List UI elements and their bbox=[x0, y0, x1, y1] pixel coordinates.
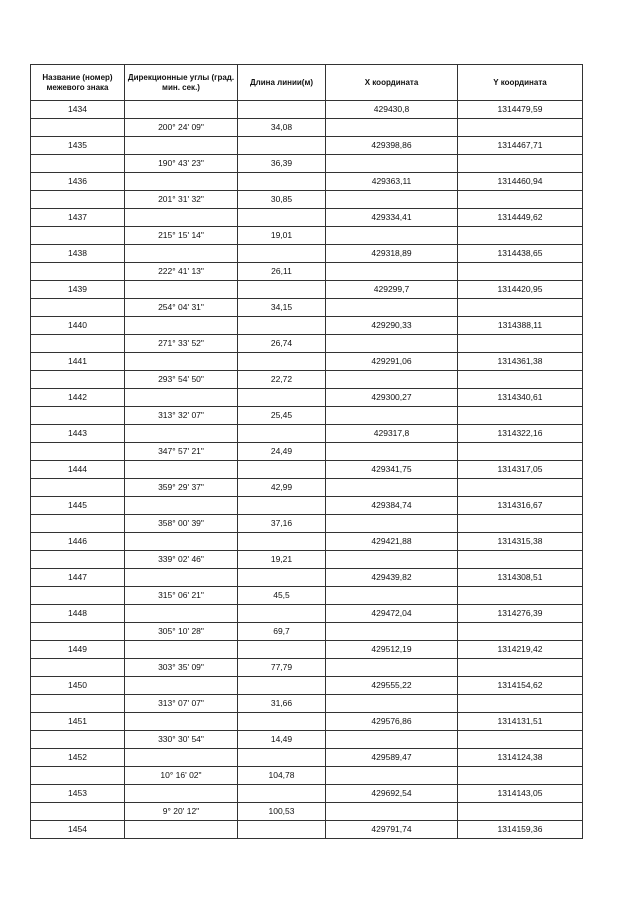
line-length-cell bbox=[238, 569, 326, 587]
mark-name-cell bbox=[31, 119, 125, 137]
mark-name-cell: 1443 bbox=[31, 425, 125, 443]
table-row bbox=[31, 623, 583, 641]
direction-angle-cell bbox=[125, 389, 238, 407]
x-coordinate-cell bbox=[326, 335, 458, 353]
direction-angle-cell: 347° 57' 21" bbox=[125, 443, 238, 461]
x-coordinate-cell: 429300,27 bbox=[326, 389, 458, 407]
mark-name-cell: 1448 bbox=[31, 605, 125, 623]
mark-name-cell: 1454 bbox=[31, 821, 125, 839]
mark-name-cell bbox=[31, 695, 125, 713]
x-coordinate-cell bbox=[326, 623, 458, 641]
table-row bbox=[31, 713, 583, 731]
y-coordinate-cell bbox=[458, 443, 583, 461]
table-row bbox=[31, 389, 583, 407]
y-coordinate-cell: 1314317,05 bbox=[458, 461, 583, 479]
mark-name-cell bbox=[31, 227, 125, 245]
line-length-cell: 22,72 bbox=[238, 371, 326, 389]
table-row bbox=[31, 407, 583, 425]
direction-angle-cell: 359° 29' 37" bbox=[125, 479, 238, 497]
mark-name-cell: 1438 bbox=[31, 245, 125, 263]
x-coordinate-cell: 429299,7 bbox=[326, 281, 458, 299]
header-mark-name: Название (номер) межевого знака bbox=[31, 65, 125, 101]
mark-name-cell bbox=[31, 803, 125, 821]
direction-angle-cell: 313° 32' 07" bbox=[125, 407, 238, 425]
y-coordinate-cell bbox=[458, 371, 583, 389]
mark-name-cell bbox=[31, 659, 125, 677]
direction-angle-cell: 358° 00' 39" bbox=[125, 515, 238, 533]
y-coordinate-cell bbox=[458, 731, 583, 749]
table-row bbox=[31, 173, 583, 191]
mark-name-cell bbox=[31, 263, 125, 281]
x-coordinate-cell: 429791,74 bbox=[326, 821, 458, 839]
table-row bbox=[31, 767, 583, 785]
mark-name-cell bbox=[31, 335, 125, 353]
direction-angle-cell bbox=[125, 461, 238, 479]
table-row bbox=[31, 497, 583, 515]
x-coordinate-cell: 429430,8 bbox=[326, 101, 458, 119]
x-coordinate-cell bbox=[326, 659, 458, 677]
table-row bbox=[31, 695, 583, 713]
mark-name-cell: 1450 bbox=[31, 677, 125, 695]
y-coordinate-cell: 1314315,38 bbox=[458, 533, 583, 551]
direction-angle-cell bbox=[125, 605, 238, 623]
direction-angle-cell: 271° 33' 52" bbox=[125, 335, 238, 353]
x-coordinate-cell: 429290,33 bbox=[326, 317, 458, 335]
mark-name-cell: 1447 bbox=[31, 569, 125, 587]
table-row bbox=[31, 641, 583, 659]
y-coordinate-cell: 1314479,59 bbox=[458, 101, 583, 119]
header-x-coordinate: X координата bbox=[326, 65, 458, 101]
direction-angle-cell bbox=[125, 677, 238, 695]
line-length-cell bbox=[238, 173, 326, 191]
table-row bbox=[31, 155, 583, 173]
line-length-cell: 42,99 bbox=[238, 479, 326, 497]
direction-angle-cell: 305° 10' 28" bbox=[125, 623, 238, 641]
x-coordinate-cell: 429589,47 bbox=[326, 749, 458, 767]
line-length-cell bbox=[238, 425, 326, 443]
line-length-cell bbox=[238, 461, 326, 479]
table-row bbox=[31, 263, 583, 281]
mark-name-cell: 1449 bbox=[31, 641, 125, 659]
direction-angle-cell: 190° 43' 23" bbox=[125, 155, 238, 173]
direction-angle-cell: 10° 16' 02" bbox=[125, 767, 238, 785]
line-length-cell: 45,5 bbox=[238, 587, 326, 605]
table-row bbox=[31, 551, 583, 569]
x-coordinate-cell: 429341,75 bbox=[326, 461, 458, 479]
x-coordinate-cell bbox=[326, 155, 458, 173]
direction-angle-cell: 201° 31' 32" bbox=[125, 191, 238, 209]
direction-angle-cell bbox=[125, 173, 238, 191]
direction-angle-cell: 200° 24' 09" bbox=[125, 119, 238, 137]
y-coordinate-cell bbox=[458, 155, 583, 173]
y-coordinate-cell: 1314159,36 bbox=[458, 821, 583, 839]
y-coordinate-cell bbox=[458, 623, 583, 641]
y-coordinate-cell: 1314276,39 bbox=[458, 605, 583, 623]
x-coordinate-cell bbox=[326, 227, 458, 245]
direction-angle-cell: 9° 20' 12" bbox=[125, 803, 238, 821]
mark-name-cell bbox=[31, 371, 125, 389]
line-length-cell bbox=[238, 209, 326, 227]
y-coordinate-cell: 1314438,65 bbox=[458, 245, 583, 263]
line-length-cell: 77,79 bbox=[238, 659, 326, 677]
x-coordinate-cell: 429384,74 bbox=[326, 497, 458, 515]
table-row bbox=[31, 479, 583, 497]
table-row bbox=[31, 821, 583, 839]
table-row bbox=[31, 587, 583, 605]
x-coordinate-cell bbox=[326, 263, 458, 281]
x-coordinate-cell: 429512,19 bbox=[326, 641, 458, 659]
table-row bbox=[31, 371, 583, 389]
mark-name-cell: 1435 bbox=[31, 137, 125, 155]
line-length-cell bbox=[238, 497, 326, 515]
direction-angle-cell: 313° 07' 07" bbox=[125, 695, 238, 713]
header-direction-angle: Дирекционные углы (град. мин. сек.) bbox=[125, 65, 238, 101]
mark-name-cell bbox=[31, 731, 125, 749]
table-row bbox=[31, 749, 583, 767]
mark-name-cell: 1445 bbox=[31, 497, 125, 515]
line-length-cell bbox=[238, 389, 326, 407]
mark-name-cell: 1453 bbox=[31, 785, 125, 803]
line-length-cell: 19,01 bbox=[238, 227, 326, 245]
table-row bbox=[31, 209, 583, 227]
line-length-cell: 31,66 bbox=[238, 695, 326, 713]
x-coordinate-cell bbox=[326, 191, 458, 209]
line-length-cell: 14,49 bbox=[238, 731, 326, 749]
line-length-cell bbox=[238, 713, 326, 731]
line-length-cell: 26,74 bbox=[238, 335, 326, 353]
mark-name-cell: 1439 bbox=[31, 281, 125, 299]
x-coordinate-cell bbox=[326, 407, 458, 425]
mark-name-cell: 1452 bbox=[31, 749, 125, 767]
mark-name-cell: 1446 bbox=[31, 533, 125, 551]
direction-angle-cell: 222° 41' 13" bbox=[125, 263, 238, 281]
y-coordinate-cell bbox=[458, 587, 583, 605]
direction-angle-cell: 330° 30' 54" bbox=[125, 731, 238, 749]
table-row bbox=[31, 425, 583, 443]
y-coordinate-cell: 1314449,62 bbox=[458, 209, 583, 227]
x-coordinate-cell bbox=[326, 551, 458, 569]
line-length-cell: 104,78 bbox=[238, 767, 326, 785]
table-row bbox=[31, 299, 583, 317]
x-coordinate-cell: 429555,22 bbox=[326, 677, 458, 695]
mark-name-cell: 1442 bbox=[31, 389, 125, 407]
table-row bbox=[31, 731, 583, 749]
y-coordinate-cell: 1314131,51 bbox=[458, 713, 583, 731]
table-row bbox=[31, 317, 583, 335]
line-length-cell bbox=[238, 605, 326, 623]
mark-name-cell bbox=[31, 191, 125, 209]
y-coordinate-cell bbox=[458, 263, 583, 281]
header-line-length: Длина линии(м) bbox=[238, 65, 326, 101]
x-coordinate-cell bbox=[326, 479, 458, 497]
x-coordinate-cell bbox=[326, 443, 458, 461]
line-length-cell: 36,39 bbox=[238, 155, 326, 173]
mark-name-cell bbox=[31, 155, 125, 173]
line-length-cell: 34,08 bbox=[238, 119, 326, 137]
mark-name-cell bbox=[31, 407, 125, 425]
line-length-cell bbox=[238, 533, 326, 551]
x-coordinate-cell bbox=[326, 695, 458, 713]
line-length-cell bbox=[238, 641, 326, 659]
mark-name-cell: 1440 bbox=[31, 317, 125, 335]
x-coordinate-cell bbox=[326, 587, 458, 605]
table-row bbox=[31, 335, 583, 353]
line-length-cell bbox=[238, 101, 326, 119]
y-coordinate-cell: 1314322,16 bbox=[458, 425, 583, 443]
mark-name-cell bbox=[31, 587, 125, 605]
x-coordinate-cell bbox=[326, 767, 458, 785]
y-coordinate-cell bbox=[458, 659, 583, 677]
x-coordinate-cell: 429439,82 bbox=[326, 569, 458, 587]
direction-angle-cell bbox=[125, 317, 238, 335]
direction-angle-cell bbox=[125, 425, 238, 443]
direction-angle-cell bbox=[125, 533, 238, 551]
direction-angle-cell: 293° 54' 50" bbox=[125, 371, 238, 389]
direction-angle-cell bbox=[125, 245, 238, 263]
mark-name-cell bbox=[31, 623, 125, 641]
y-coordinate-cell bbox=[458, 119, 583, 137]
table-row bbox=[31, 605, 583, 623]
x-coordinate-cell bbox=[326, 119, 458, 137]
line-length-cell: 34,15 bbox=[238, 299, 326, 317]
direction-angle-cell bbox=[125, 353, 238, 371]
line-length-cell: 24,49 bbox=[238, 443, 326, 461]
mark-name-cell bbox=[31, 299, 125, 317]
table-row bbox=[31, 785, 583, 803]
x-coordinate-cell: 429576,86 bbox=[326, 713, 458, 731]
line-length-cell bbox=[238, 785, 326, 803]
table-row bbox=[31, 191, 583, 209]
mark-name-cell: 1434 bbox=[31, 101, 125, 119]
direction-angle-cell bbox=[125, 749, 238, 767]
y-coordinate-cell bbox=[458, 227, 583, 245]
x-coordinate-cell bbox=[326, 299, 458, 317]
table-row bbox=[31, 659, 583, 677]
y-coordinate-cell: 1314460,94 bbox=[458, 173, 583, 191]
y-coordinate-cell: 1314316,67 bbox=[458, 497, 583, 515]
x-coordinate-cell: 429421,88 bbox=[326, 533, 458, 551]
table-row bbox=[31, 515, 583, 533]
y-coordinate-cell bbox=[458, 551, 583, 569]
x-coordinate-cell: 429398,86 bbox=[326, 137, 458, 155]
table-row bbox=[31, 353, 583, 371]
table-row bbox=[31, 533, 583, 551]
mark-name-cell: 1441 bbox=[31, 353, 125, 371]
line-length-cell: 19,21 bbox=[238, 551, 326, 569]
y-coordinate-cell bbox=[458, 299, 583, 317]
y-coordinate-cell bbox=[458, 515, 583, 533]
y-coordinate-cell bbox=[458, 767, 583, 785]
mark-name-cell: 1444 bbox=[31, 461, 125, 479]
x-coordinate-cell: 429692,54 bbox=[326, 785, 458, 803]
line-length-cell: 26,11 bbox=[238, 263, 326, 281]
table-row bbox=[31, 461, 583, 479]
table-row bbox=[31, 245, 583, 263]
y-coordinate-cell: 1314420,95 bbox=[458, 281, 583, 299]
direction-angle-cell bbox=[125, 569, 238, 587]
table-header-row bbox=[31, 65, 583, 101]
y-coordinate-cell: 1314388,11 bbox=[458, 317, 583, 335]
y-coordinate-cell: 1314143,05 bbox=[458, 785, 583, 803]
table-row bbox=[31, 803, 583, 821]
mark-name-cell: 1451 bbox=[31, 713, 125, 731]
line-length-cell: 37,16 bbox=[238, 515, 326, 533]
y-coordinate-cell: 1314361,38 bbox=[458, 353, 583, 371]
y-coordinate-cell: 1314124,38 bbox=[458, 749, 583, 767]
mark-name-cell bbox=[31, 443, 125, 461]
mark-name-cell: 1436 bbox=[31, 173, 125, 191]
y-coordinate-cell: 1314467,71 bbox=[458, 137, 583, 155]
y-coordinate-cell: 1314154,62 bbox=[458, 677, 583, 695]
y-coordinate-cell bbox=[458, 191, 583, 209]
direction-angle-cell bbox=[125, 209, 238, 227]
line-length-cell bbox=[238, 821, 326, 839]
table-row bbox=[31, 281, 583, 299]
direction-angle-cell: 254° 04' 31" bbox=[125, 299, 238, 317]
table-row bbox=[31, 227, 583, 245]
x-coordinate-cell: 429317,8 bbox=[326, 425, 458, 443]
line-length-cell bbox=[238, 137, 326, 155]
x-coordinate-cell: 429318,89 bbox=[326, 245, 458, 263]
table-row bbox=[31, 677, 583, 695]
direction-angle-cell bbox=[125, 101, 238, 119]
direction-angle-cell: 339° 02' 46" bbox=[125, 551, 238, 569]
x-coordinate-cell: 429472,04 bbox=[326, 605, 458, 623]
table-row bbox=[31, 119, 583, 137]
mark-name-cell bbox=[31, 551, 125, 569]
mark-name-cell bbox=[31, 767, 125, 785]
y-coordinate-cell: 1314340,61 bbox=[458, 389, 583, 407]
direction-angle-cell bbox=[125, 785, 238, 803]
direction-angle-cell bbox=[125, 497, 238, 515]
direction-angle-cell: 215° 15' 14" bbox=[125, 227, 238, 245]
table-row bbox=[31, 101, 583, 119]
table-row bbox=[31, 569, 583, 587]
line-length-cell: 25,45 bbox=[238, 407, 326, 425]
direction-angle-cell: 303° 35' 09" bbox=[125, 659, 238, 677]
y-coordinate-cell: 1314219,42 bbox=[458, 641, 583, 659]
direction-angle-cell bbox=[125, 821, 238, 839]
direction-angle-cell: 315° 06' 21" bbox=[125, 587, 238, 605]
direction-angle-cell bbox=[125, 641, 238, 659]
line-length-cell bbox=[238, 317, 326, 335]
x-coordinate-cell: 429363,11 bbox=[326, 173, 458, 191]
x-coordinate-cell bbox=[326, 371, 458, 389]
y-coordinate-cell bbox=[458, 407, 583, 425]
x-coordinate-cell: 429291,06 bbox=[326, 353, 458, 371]
mark-name-cell bbox=[31, 515, 125, 533]
table-row bbox=[31, 137, 583, 155]
mark-name-cell: 1437 bbox=[31, 209, 125, 227]
x-coordinate-cell bbox=[326, 515, 458, 533]
x-coordinate-cell: 429334,41 bbox=[326, 209, 458, 227]
line-length-cell: 30,85 bbox=[238, 191, 326, 209]
header-y-coordinate: Y координата bbox=[458, 65, 583, 101]
y-coordinate-cell bbox=[458, 479, 583, 497]
direction-angle-cell bbox=[125, 137, 238, 155]
x-coordinate-cell bbox=[326, 731, 458, 749]
line-length-cell bbox=[238, 245, 326, 263]
direction-angle-cell bbox=[125, 281, 238, 299]
x-coordinate-cell bbox=[326, 803, 458, 821]
y-coordinate-cell bbox=[458, 335, 583, 353]
y-coordinate-cell: 1314308,51 bbox=[458, 569, 583, 587]
y-coordinate-cell bbox=[458, 695, 583, 713]
y-coordinate-cell bbox=[458, 803, 583, 821]
table-row bbox=[31, 443, 583, 461]
line-length-cell bbox=[238, 749, 326, 767]
mark-name-cell bbox=[31, 479, 125, 497]
line-length-cell: 100,53 bbox=[238, 803, 326, 821]
line-length-cell: 69,7 bbox=[238, 623, 326, 641]
line-length-cell bbox=[238, 677, 326, 695]
line-length-cell bbox=[238, 281, 326, 299]
boundary-marks-table bbox=[30, 64, 583, 839]
direction-angle-cell bbox=[125, 713, 238, 731]
line-length-cell bbox=[238, 353, 326, 371]
